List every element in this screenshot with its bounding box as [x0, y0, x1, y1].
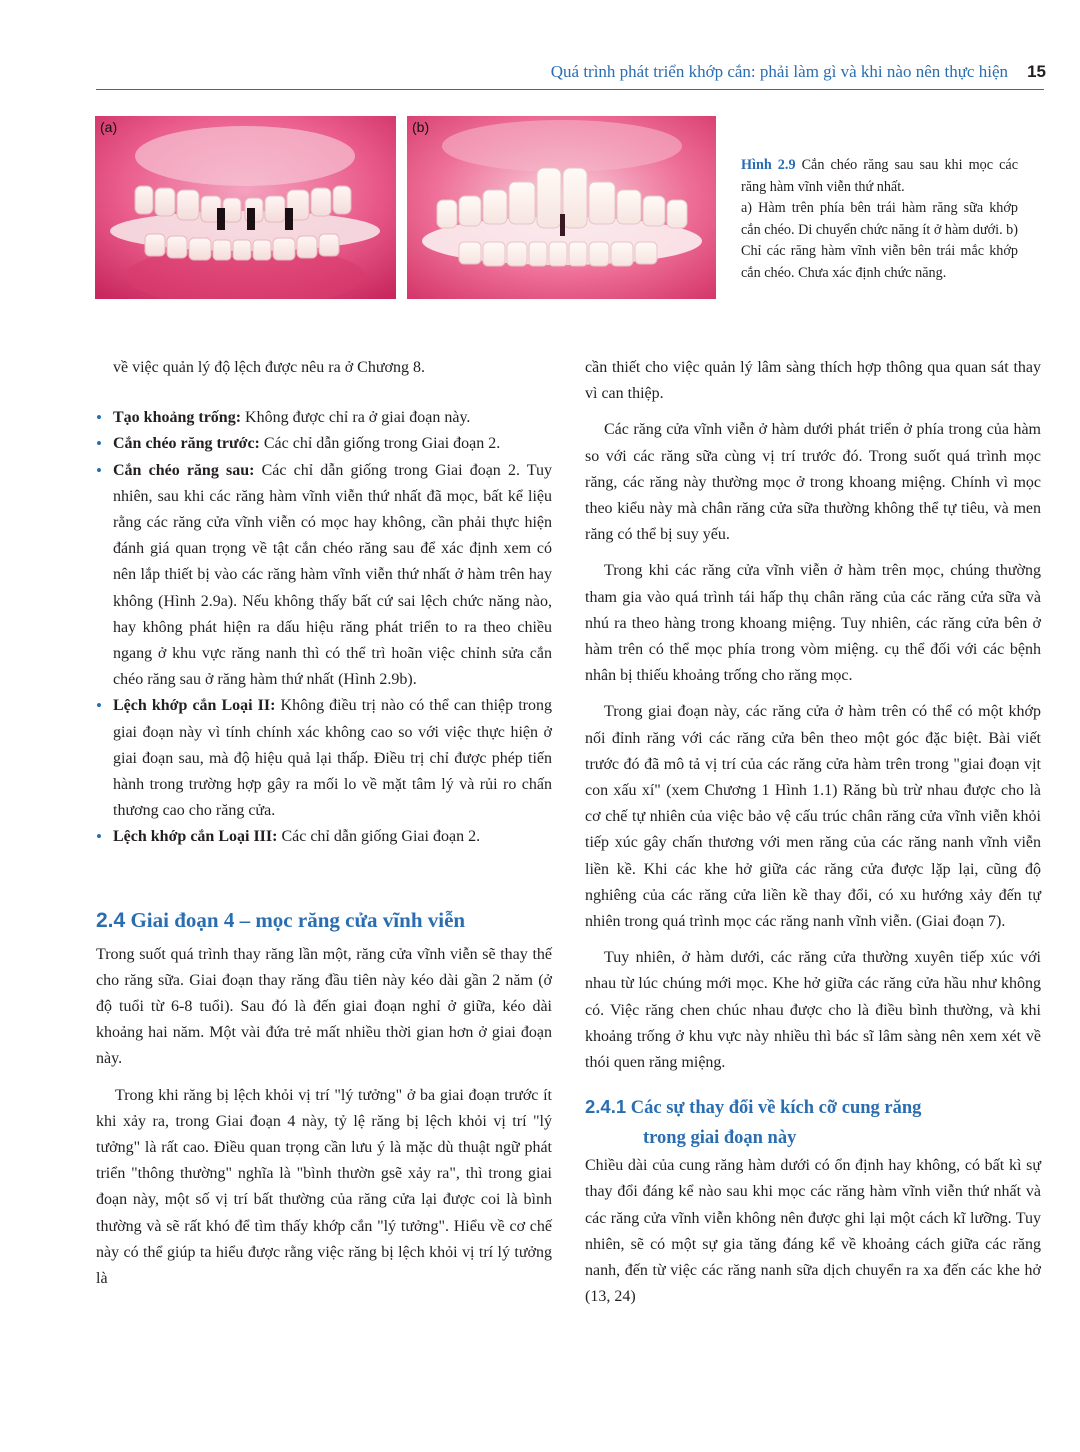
left-intro-paragraph: về việc quản lý độ lệch được nêu ra ở Chương 8. [113, 359, 425, 376]
bullet-item [96, 693, 552, 824]
running-header-title: Quá trình phát triển khớp cắn: phải làm gì và khi nào nên thực hiện [550, 62, 1008, 81]
section-number: 2.4 [96, 908, 126, 932]
right-paragraph: Các răng cửa vĩnh viễn ở hàm dưới phát triển ở phía trong của hàm so với các răng sữa cùng vị trí trước đó. Trong suốt quá trình mọc răng, các răng này thường mọc ở trong khoang miệng. Chính vì mọc theo kiểu này mà chân răng cửa sữa thường không thể tự tiêu, và men răng có thể bị suy yếu. [585, 421, 1041, 544]
bullet-term: Tạo khoảng trống: [113, 409, 242, 427]
right-paragraph: Trong giai đoạn này, các răng cửa ở hàm trên có thể có một khớp nối đỉnh răng với các răng cửa bên theo một góc đặc biệt. Bài viết trước đó đã mô tả vị trí của các răng cửa hàm trên trong "giai đoạn vịt con xấu xí" (xem Chương 1 Hình 1.1) Răng bù trừ nhau được cho là cơ chế tự nhiên của việc bảo vệ cấu trúc chân răng cửa vĩnh viễn khỏi tiếp xúc gây chấn thương với men răng của các răng nanh vĩnh viễn liền kề. Khi các khe hở giữa các răng cửa được lặp lại, cũng độ nghiêng của các răng cửa liền kề thay đổi, có xu hướng xảy đến tự nhiên trong quá trình mọc các răng nanh vĩnh viễn. (Giai đoạn 7). [585, 703, 1041, 931]
bullet-item [96, 405, 552, 431]
page-number: 15 [1027, 62, 1046, 81]
bullet-item [96, 431, 552, 457]
photo-a-image [95, 116, 396, 299]
section-title: Giai đoạn 4 – mọc răng cửa vĩnh viễn [125, 907, 466, 932]
photo-b-image [407, 116, 716, 299]
running-header [0, 62, 1080, 82]
figure-caption-label: Hình 2.9 [741, 157, 796, 173]
section-paragraph: Trong suốt quá trình thay răng lần một, răng cửa vĩnh viễn sẽ thay thế cho răng sữa. Giai đoạn thay răng đầu tiên này kéo dài gần 2 năm (ở độ tuổi từ 6-8 tuổi). Sau đó là đến giai đoạn nghỉ ở giữa, kéo dài khoảng hai năm. Một vài đứa trẻ mất nhiều thời gian hơn ở giai đoạn này. [96, 945, 552, 1068]
photo-a-crossbite [95, 116, 396, 299]
photo-b-label: (b) [412, 119, 430, 135]
figure-caption [741, 155, 1018, 284]
bullet-text: Các chỉ dẫn giống Giai đoạn 2. [277, 828, 481, 846]
figure-caption-title: Cắn chéo răng sau sau khi mọc các răng hàm vĩnh viễn thứ nhất. [741, 157, 1018, 195]
subsection-title-line1: Các sự thay đổi về kích cỡ cung răng [626, 1098, 922, 1119]
figure-caption-body: a) Hàm trên phía bên trái hàm răng sữa khớp cắn chéo. Di chuyển chức năng ít ở hàm dưới. b) Chỉ các răng hàm vĩnh viễn bên trái mắc khớp cắn chéo. Chưa xác định chức năng. [741, 200, 1019, 281]
right-paragraph: cần thiết cho việc quản lý lâm sàng thích hợp thông qua quan sát thay vì can thiệp. [585, 359, 1041, 403]
photo-a-label: (a) [100, 119, 118, 135]
bullet-term: Lệch khớp cắn Loại II: [113, 697, 276, 715]
subsection-paragraph: Chiều dài của cung răng hàm dưới có ổn định hay không, có bất kì sự thay đổi đáng kể nào sau khi mọc các răng hàm vĩnh viễn thứ nhất và các răng cửa vĩnh viễn không nên được ghi lại một cách kĩ lưỡng. Tuy nhiên, sẽ có một sự gia tăng đáng kể về khoảng cách giữa các răng nanh, đến từ việc các răng nanh sữa dịch chuyển ra xa đến các khe hở (13, 24) [585, 1157, 1041, 1306]
bullet-term: Lệch khớp cắn Loại III: [113, 828, 278, 846]
subsection-number: 2.4.1 [585, 1096, 627, 1118]
bullet-text: Không được chỉ ra ở giai đoạn này. [241, 409, 471, 427]
right-column [585, 355, 1041, 1311]
right-paragraph: Tuy nhiên, ở hàm dưới, các răng cửa thường xuyên tiếp xúc với nhau từ lúc chúng mới mọc. Khe hở giữa các răng cửa hầu như không có. Việc răng chen chúc nhau được cho là điều bình thường, và khi khoảng trống ở khu vực này nhiều thì bác sĩ lâm sàng nên xem xét về thói quen răng miệng. [585, 949, 1041, 1072]
right-paragraph: Trong khi các răng cửa vĩnh viễn ở hàm trên mọc, chúng thường tham gia vào quá trình tái hấp thụ chân răng của các răng cửa sữa và nhú ra theo hàng trong khoang miệng. Tuy nhiên, các răng cửa bên ở hàm trên có thể mọc phía trong vòm miệng. cụ thể đối với các bệnh nhân bị thiếu khoảng trống cho răng mọc. [585, 562, 1041, 685]
bullet-text: Các chỉ dẫn giống trong Giai đoạn 2. Tuy nhiên, sau khi các răng hàm vĩnh viễn thứ nhất đã mọc, bất kể liệu rằng các răng cửa vĩnh viễn có mọc hay không, cần phải thực hiện đánh giá quan trọng về tật cắn chéo răng sau để xác định xem có nên lắp thiết bị vào các răng hàm vĩnh viễn thứ nhất ở hàm trên hay không (Hình 2.9a). Nếu không thấy bất cứ sai lệch chức năng nào, hay không phát hiện ra dấu hiệu răng phát triển to ra theo chiều ngang ở khu vực răng nanh thì có thể trì hoãn việc chỉnh sửa cắn chéo răng sau ở răng hàm thứ nhất (Hình 2.9b). [113, 461, 553, 689]
subsection-title-line2: trong giai đoạn này [643, 1128, 797, 1149]
section-heading [96, 907, 552, 934]
bullet-text: Các chỉ dẫn giống trong Giai đoạn 2. [259, 435, 501, 453]
header-rule [96, 89, 1044, 90]
section-paragraph: Trong khi răng bị lệch khỏi vị trí "lý tưởng" ở ba giai đoạn trước ít khi xảy ra, trong Giai đoạn 4 này, tỷ lệ răng bị lệch khỏi vị trí "lý tưởng" là rất cao. Điều quan trọng cần lưu ý là mặc dù thuật ngữ phát triển "thông thường" nghĩa là "bình thườn gsẽ xảy ra", thì trong giai đoạn này, một số vị trí bất thường của răng cửa lại được coi là bình thường và sẽ rất khó để tìm thấy khớp cắn "lý tưởng". Hiểu về cơ chế này có thể giúp ta hiểu được rằng việc răng bị lệch khỏi vị trí lý tưởng là [96, 1086, 552, 1288]
bullet-text: Không điều trị nào có thể can thiệp trong giai đoạn này vì tính chính xác không cao so với việc thực hiện ở giai đoạn sau, mà độ hiệu quả lại thấp. Điều trị chỉ được phép tiến hành trong trường hợp gây ra mối lo về mặt tâm lý và rủi ro chấn thương cao cho răng cửa. [113, 697, 552, 820]
subsection-heading [585, 1092, 1041, 1153]
photo-b-crossbite [407, 116, 716, 299]
bullet-item [96, 824, 552, 850]
bullet-term: Cắn chéo răng trước: [113, 435, 260, 453]
management-bullet-list [96, 405, 552, 850]
bullet-item [96, 458, 552, 694]
left-column [96, 355, 552, 1292]
bullet-term: Cắn chéo răng sau: [113, 461, 255, 479]
